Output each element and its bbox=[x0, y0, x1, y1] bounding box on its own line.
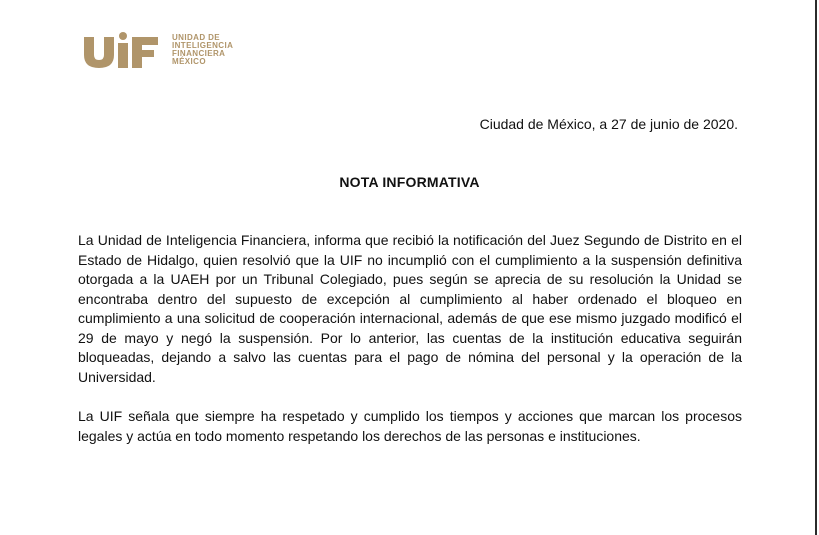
uif-logo bbox=[82, 31, 258, 69]
paragraph-1: La Unidad de Inteligencia Financiera, informa que recibió la notificación del Juez Segundo de Distrito en el Estado de Hidalgo, quien resolvió que la UIF no incumplió con el cumplimiento a la suspensión definitiva otorgada a la UAEH por un Tribunal Colegiado, pues según se aprecia de su resolución la Unidad se encontraba dentro del supuesto de excepción al cumplimiento al haber ordenado el bloqueo en cumplimiento a una solicitud de cooperación internacional, además de que ese mismo juzgado modificó el 29 de mayo y negó la suspensión. Por lo anterior, las cuentas de la institución educativa seguirán bloqueadas, dejando a salvo las cuentas para el pago de nómina del personal y la operación de la Universidad. bbox=[78, 232, 742, 385]
logo-line: UNIDAD DE bbox=[172, 33, 221, 42]
logo-line: FINANCIERA bbox=[172, 49, 226, 58]
document-date: Ciudad de México, a 27 de junio de 2020. bbox=[479, 116, 738, 132]
logo-text bbox=[172, 34, 233, 66]
paragraph-2: La UIF señala que siempre ha respetado y cumplido los tiempos y acciones que marcan los procesos legales y actúa en todo momento respetando los derechos de las personas e instituciones. bbox=[78, 408, 742, 444]
logo-line: INTELIGENCIA bbox=[172, 41, 234, 50]
uif-logo-icon bbox=[82, 31, 162, 69]
document-title: NOTA INFORMATIVA bbox=[339, 174, 480, 190]
logo-line: MÉXICO bbox=[172, 57, 206, 66]
